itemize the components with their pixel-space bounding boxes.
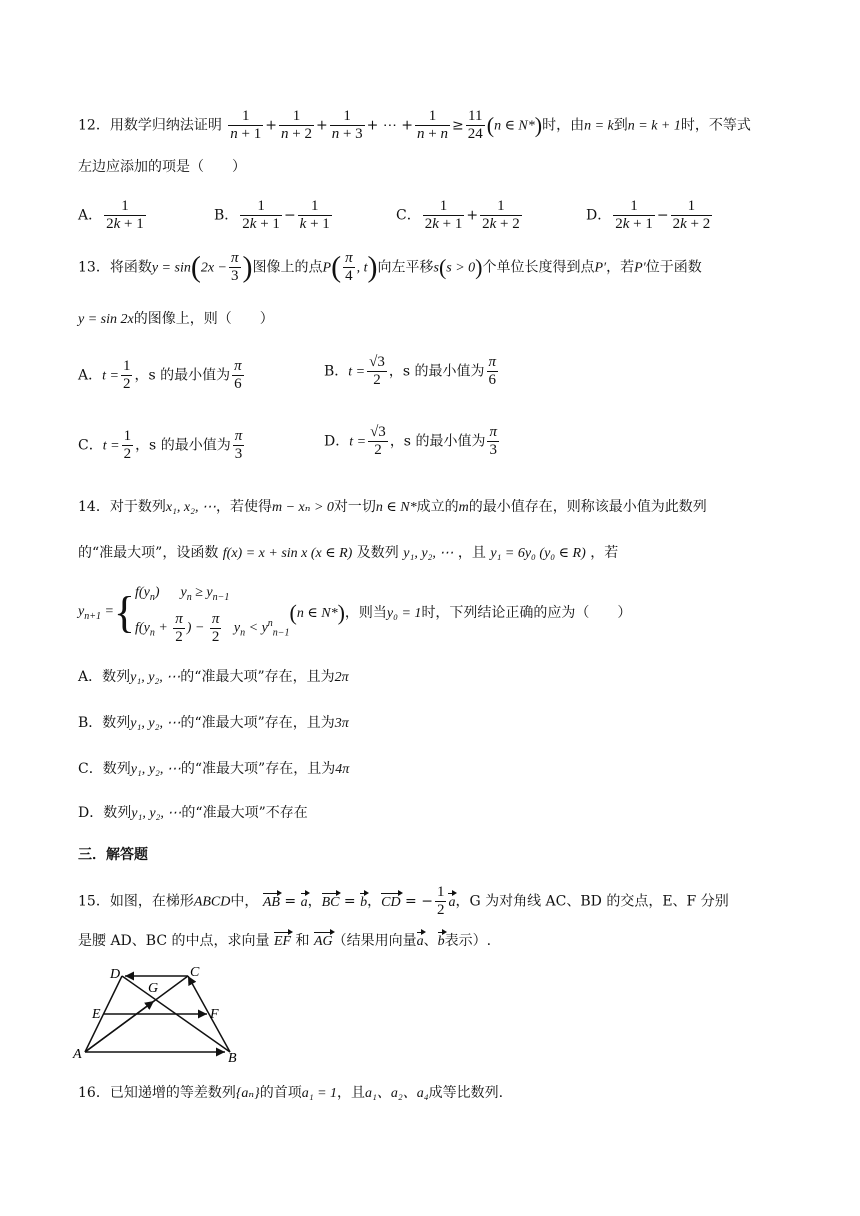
q13-option-d[interactable]: D．t = $\frac{√3}{2}$ ，s 的最小值为 $\frac{\pi}{3}$	[324, 424, 497, 458]
q13-point: P	[322, 260, 332, 276]
label-b: B	[228, 1051, 237, 1064]
label-d: D	[110, 967, 121, 982]
q12-frac-rhs: $\frac{11}{24}$	[467, 108, 483, 142]
q14-line1: 14．对于数列x₁, x₂, ⋯，若使得m − xₙ > 0对一切n ∈ N*成立的m的最小值存在，则称该最小值为此数列	[78, 499, 707, 515]
label-c: C	[190, 965, 200, 980]
q12-line2: 左边应添加的项是（ ）	[78, 159, 246, 175]
trapezoid-figure	[70, 964, 250, 1064]
q13-option-c[interactable]: C．t = $\frac{1}{2}$ ，s 的最小值为 $\frac{\pi}{3}$	[78, 428, 243, 462]
q13-pprime-2: P′	[634, 260, 646, 276]
q13-part5: ，若	[606, 259, 635, 276]
q14-option-c[interactable]: C．数列y₁, y₂, ⋯的“准最大项”存在，且为4π	[78, 761, 350, 777]
q13-arg: 2x −	[200, 260, 227, 276]
q13-func: y = sin	[151, 260, 191, 276]
q12-mid2: 到	[613, 117, 628, 134]
q12-frac-3: $\frac{1}{n + 3}$	[331, 108, 363, 142]
q13-part4: 个单位长度得到点	[482, 259, 595, 276]
q13-line1: 13．将函数y = sin(2x − $\frac{\pi}{3}$ )图像上的点P( $\frac{\pi}{4}$ , t)向左平移s(s > 0)个单位长度得到点P′，若P′位于函数	[78, 250, 702, 284]
label-g: G	[148, 981, 159, 996]
q13-part6: 位于函数	[645, 259, 702, 276]
q12-k1: n = k + 1	[627, 118, 681, 134]
q14-piecewise: $f(y_n)$ $y_n \ge y_{n-1}$ $f(y_n$ + $\frac{\pi}{2}$ ) − $\frac{\pi}{2}$ $y_n < y^n_{n-1}$	[135, 585, 290, 645]
label-e: E	[92, 1007, 101, 1022]
q14-option-d[interactable]: D．数列y₁, y₂, ⋯的“准最大项”不存在	[78, 805, 308, 821]
q13-shift: s	[433, 260, 439, 276]
q13-number: 13．	[78, 259, 110, 276]
q16-line1: 16．已知递增的等差数列{aₙ}的首项a₁ = 1，且a₁、a₂、a₄成等比数列.	[78, 1085, 504, 1101]
q12-line1: 12．用数学归纳法证明 $\frac{1}{n + 1}$ + $\frac{1}{n + 2}$ + $\frac{1}{n + 3}$ + ⋯ + $\frac{1}{n + n}$ ≥ $\frac{11}{24}$ (n ∈ N*)时，由n = k到n = k + 1时，不等式	[78, 108, 751, 142]
q13-option-a[interactable]: A．t = $\frac{1}{2}$ ，s 的最小值为 $\frac{\pi}{6}$	[78, 358, 242, 392]
q12-number: 12．	[78, 117, 110, 134]
q12-frac-2: $\frac{1}{n + 2}$	[280, 108, 312, 142]
q15-line2: 是腰 AD、BC 的中点，求向量 EF 和 AG（结果用向量a、b表示）.	[78, 933, 492, 949]
q12-mid: 时，由	[542, 117, 585, 134]
q13-lead: 将函数	[109, 259, 152, 276]
q12-option-d[interactable]: D． $\frac{1}{2k + 1}$ − $\frac{1}{2k + 2}$	[586, 198, 711, 232]
q12-frac-n: $\frac{1}{n + n}$	[417, 108, 448, 142]
q13-line2	[78, 312, 274, 327]
q12-frac-1: $\frac{1}{n + 1}$	[230, 108, 262, 142]
q13-shift-cond: s > 0	[446, 260, 476, 276]
q12-option-c[interactable]: C． $\frac{1}{2k + 1}$ + $\frac{1}{2k + 2}$	[396, 198, 520, 232]
q12-tail: 时，不等式	[680, 117, 751, 134]
q13-pprime-1: P′	[594, 260, 607, 276]
q12-cond: n ∈ N*	[494, 118, 535, 134]
q14-option-a[interactable]: A．数列y₁, y₂, ⋯的“准最大项”存在，且为2π	[78, 669, 349, 685]
q13-part3: 向左平移	[377, 259, 434, 276]
q12-lead: 用数学归纳法证明	[109, 117, 222, 134]
q14-line2: 的“准最大项”，设函数 f(x) = x + sin x (x ∈ R) 及数列 y₁, y₂, ⋯ ，且 y₁ = 6y₀ (y₀ ∈ R) ，若	[78, 545, 619, 561]
q13-line2-text: 的图像上，则（ ）	[133, 311, 274, 327]
q12-k: n = k	[584, 118, 614, 134]
q14-option-b[interactable]: B．数列y₁, y₂, ⋯的“准最大项”存在，且为3π	[78, 715, 349, 731]
section-title: 三．解答题	[78, 847, 148, 863]
q15-line1: 15．如图，在梯形ABCD中， AB = a，BC = b，CD = − $\frac{1}{2}$ a，G 为对角线 AC、BD 的交点，E、F 分别	[78, 884, 729, 918]
q13-line2-func: y = sin 2x	[78, 312, 134, 327]
label-f: F	[210, 1007, 219, 1022]
q12-option-a[interactable]: A． $\frac{1}{2k + 1}$	[78, 198, 144, 232]
q13-option-b[interactable]: B．t = $\frac{√3}{2}$ ，s 的最小值为 $\frac{\pi}{6}$	[324, 354, 497, 388]
q13-part2: 图像上的点	[252, 259, 323, 276]
q12-option-b[interactable]: B． $\frac{1}{2k + 1}$ − $\frac{1}{k + 1}$	[214, 198, 330, 232]
label-a: A	[73, 1047, 82, 1062]
q14-line3: $y_{n+1} =\{f(y_n)$ $y_n \ge y_{n-1}$ $f(y_n$ + $\frac{\pi}{2}$ ) − $\frac{\pi}{2}$ $y_n < y^n_{n-1}(n$ ∈ N*)，则当y₀ = 1时，下列结论正确的应为（ ）	[78, 580, 631, 646]
